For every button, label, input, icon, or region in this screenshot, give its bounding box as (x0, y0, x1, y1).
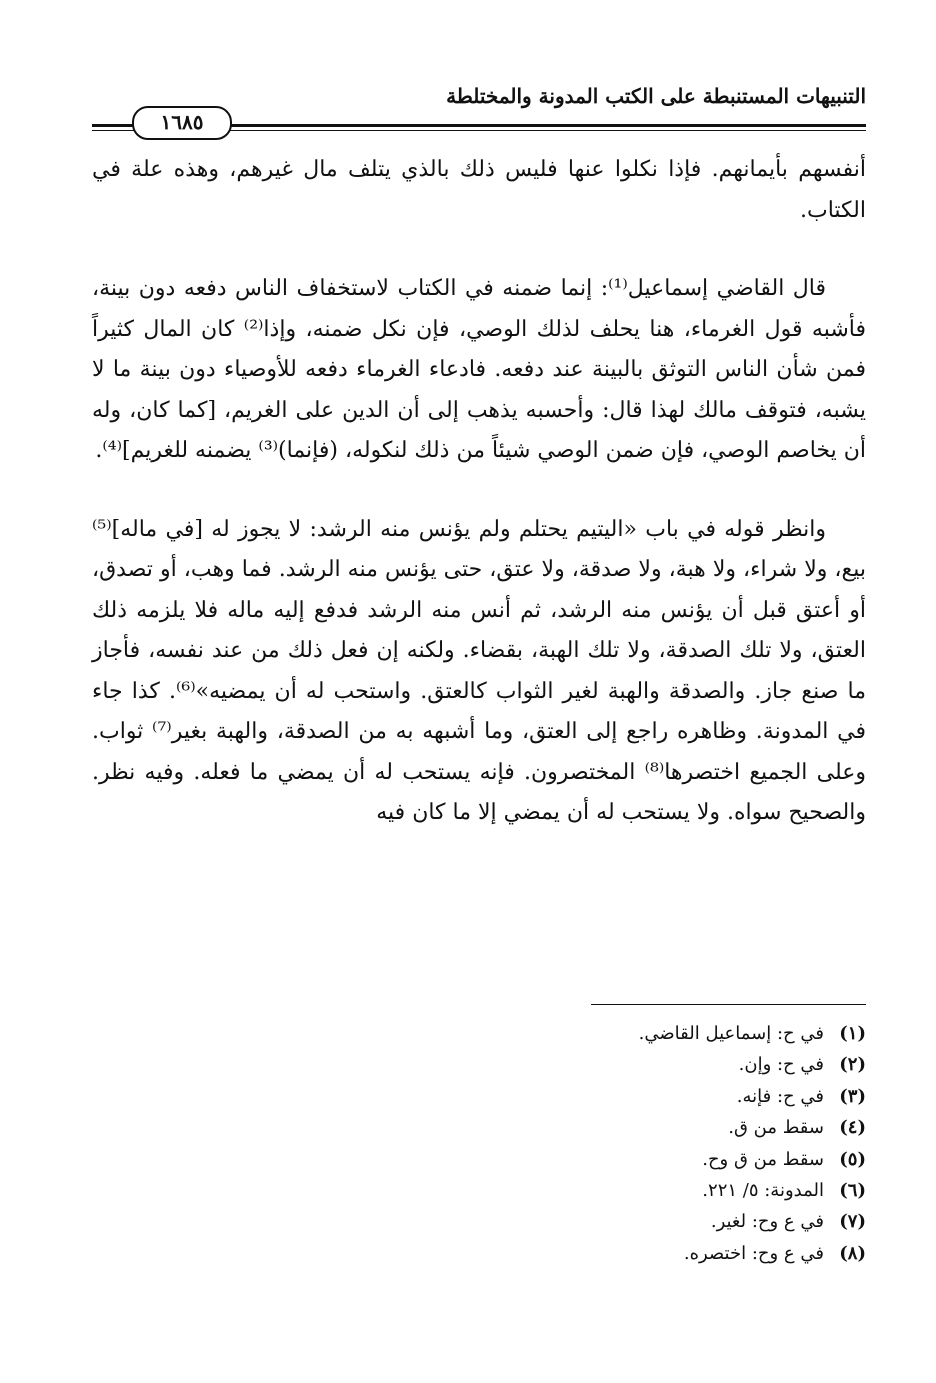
footnote-number: (٢) (839, 1054, 866, 1076)
paragraph-2: قال القاضي إسماعيل⁽¹⁾: إنما ضمنه في الكتاب لاستخفاف الناس دفعه دون بينة، فأشبه قول الغرماء، هنا يحلف لذلك الوصي، فإن نكل ضمنه، وإذا⁽²⁾ كان المال كثيراً فمن شأن الناس التوثق بالبينة عند دفعه. فادعاء الغرماء دفعه للأوصياء دون بينة ما لا يشبه، فتوقف مالك لهذا قال: وأحسبه يذهب إلى أن الدين على الغريم، [كما كان، وله أن يخاصم الوصي، فإن ضمن الوصي شيئاً من ذلك لنكوله، (فإنما)⁽³⁾ يضمنه للغريم]⁽⁴⁾. (92, 276, 866, 463)
footnote-number: (٧) (839, 1211, 866, 1233)
footnote-number: (٥) (839, 1148, 866, 1170)
footnote-number: (٤) (839, 1117, 866, 1139)
footnote-item (446, 1144, 866, 1175)
footnote-number: (٨) (839, 1242, 866, 1264)
footnote-text: في ح: وإن. (738, 1054, 824, 1076)
paragraph-3: وانظر قوله في باب «اليتيم يحتلم ولم يؤنس منه الرشد: لا يجوز له [في ماله]⁽⁵⁾ بيع، ولا شراء، ولا هبة، ولا صدقة، ولا عتق، حتى يؤنس منه الرشد. فما وهب، أو تصدق، أو أعتق قبل أن يؤنس منه الرشد، ثم أنس منه الرشد فدفع إليه ماله فلا يلزمه ذلك العتق، ولا تلك الصدقة، ولا تلك الهبة، بقضاء. ولكنه إن فعل ذلك من عند نفسه، فأجاز ما صنع جاز. والصدقة والهبة لغير الثواب كالعتق. واستحب له أن يمضيه»⁽⁶⁾. كذا جاء في المدونة. وظاهره راجع إلى العتق، وما أشبهه به من الصدقة، والهبة بغير⁽⁷⁾ ثواب. وعلى الجميع اختصرها⁽⁸⁾ المختصرون. فإنه يستحب له أن يمضي ما فعله. وفيه نظر. والصحيح سواه. ولا يستحب له أن يمضي إلا ما كان فيه (92, 516, 867, 825)
page-number: ١٦٨٥ (132, 106, 232, 140)
footnote-item (446, 1049, 866, 1080)
footnote-item (446, 1018, 866, 1049)
footnote-item (446, 1112, 866, 1143)
footnote-item (446, 1238, 866, 1269)
footnote-separator (591, 1004, 866, 1005)
footnote-text: المدونة: ٥/ ٢٢١. (702, 1180, 824, 1202)
footnotes (446, 1018, 866, 1269)
footnote-item (446, 1175, 866, 1206)
footnote-text: في ح: فإنه. (736, 1085, 824, 1107)
footnote-item (446, 1081, 866, 1112)
footnote-text: في ع وح: اختصره. (683, 1242, 824, 1264)
main-text (92, 150, 866, 834)
footnote-item (446, 1206, 866, 1237)
footnote-text: في ع وح: لغير. (710, 1211, 824, 1233)
footnote-text: سقط من ق. (728, 1117, 824, 1139)
paragraph-1: أنفسهم بأيمانهم. فإذا نكلوا عنها فليس ذلك بالذي يتلف مال غيرهم، وهذه علة في الكتاب. (92, 157, 866, 223)
running-header (92, 78, 866, 136)
footnote-number: (٦) (839, 1180, 866, 1202)
header-title: التنبيهات المستنبطة على الكتب المدونة والمختلطة (446, 84, 866, 108)
footnote-text: سقط من ق وح. (702, 1148, 824, 1170)
footnote-number: (١) (839, 1023, 866, 1044)
footnote-text: في ح: إسماعيل القاضي. (638, 1023, 824, 1044)
footnote-number: (٣) (839, 1085, 866, 1107)
